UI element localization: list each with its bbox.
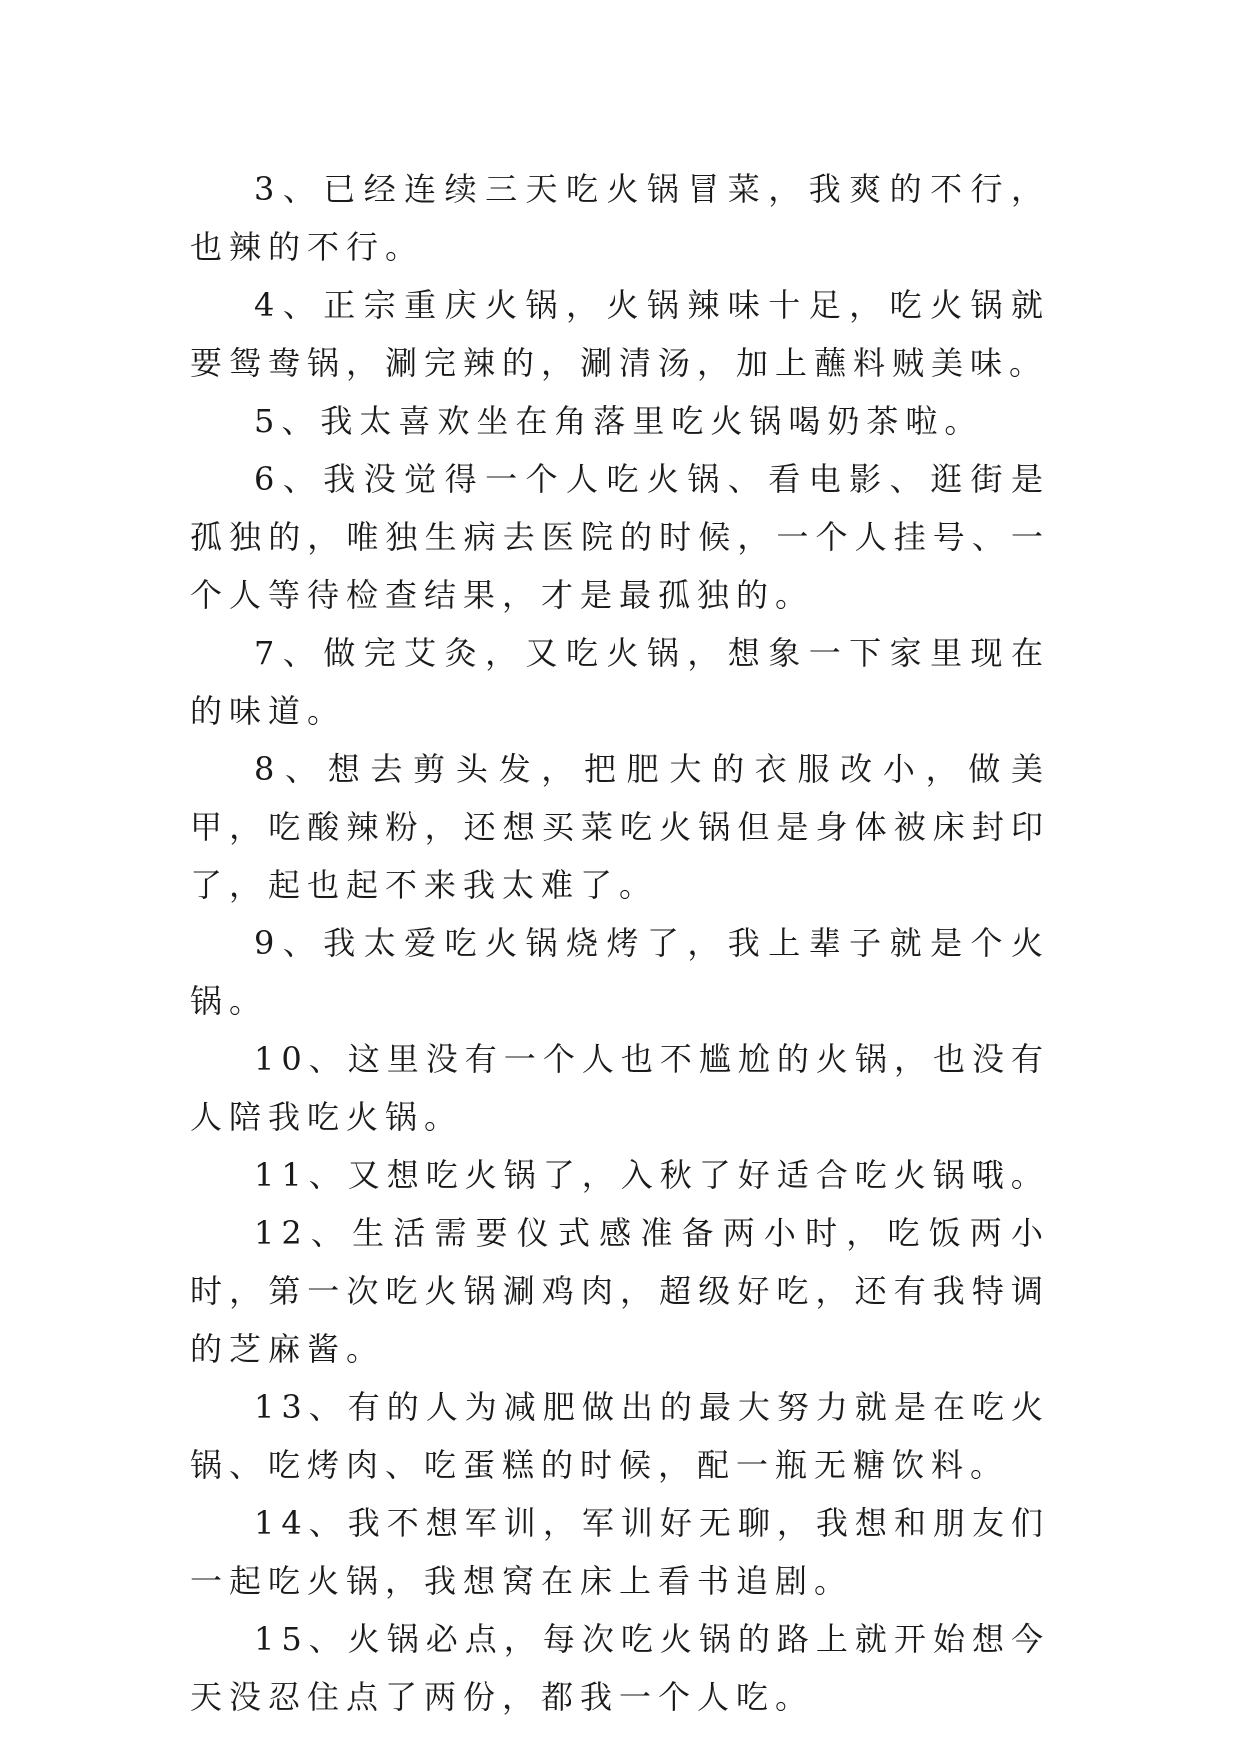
paragraph-item-14: 14、我不想军训，军训好无聊，我想和朋友们一起吃火锅，我想窝在床上看书追剧。 [190,1504,1050,1600]
paragraph-item-6: 6、我没觉得一个人吃火锅、看电影、逛街是孤独的，唯独生病去医院的时候，一个人挂号、一个人等待检查结果，才是最孤独的。 [190,460,1050,614]
paragraph-item-5: 5、我太喜欢坐在角落里吃火锅喝奶茶啦。 [254,402,984,440]
paragraph-item-7: 7、做完艾灸，又吃火锅，想象一下家里现在的味道。 [190,634,1050,730]
paragraph-item-3: 3、已经连续三天吃火锅冒菜，我爽的不行，也辣的不行。 [190,170,1050,266]
paragraph-item-8: 8、想去剪头发，把肥大的衣服改小，做美甲，吃酸辣粉，还想买菜吃火锅但是身体被床封印了，起也起不来我太难了。 [190,750,1050,904]
paragraph-item-12: 12、生活需要仪式感准备两小时，吃饭两小时，第一次吃火锅涮鸡肉，超级好吃，还有我特调的芝麻酱。 [190,1214,1050,1368]
paragraph-item-13: 13、有的人为减肥做出的最大努力就是在吃火锅、吃烤肉、吃蛋糕的时候，配一瓶无糖饮料。 [190,1388,1050,1484]
paragraph-item-15: 15、火锅必点，每次吃火锅的路上就开始想今天没忍住点了两份，都我一个人吃。 [190,1620,1050,1716]
document-body [190,160,1050,1726]
paragraph-item-11: 11、又想吃火锅了，入秋了好适合吃火锅哦。 [254,1156,1050,1194]
paragraph-item-10: 10、这里没有一个人也不尴尬的火锅，也没有人陪我吃火锅。 [190,1040,1050,1136]
paragraph-item-9: 9、我太爱吃火锅烧烤了，我上辈子就是个火锅。 [190,924,1050,1020]
paragraph-item-4: 4、正宗重庆火锅，火锅辣味十足，吃火锅就要鸳鸯锅，涮完辣的，涮清汤，加上蘸料贼美味。 [190,286,1050,382]
